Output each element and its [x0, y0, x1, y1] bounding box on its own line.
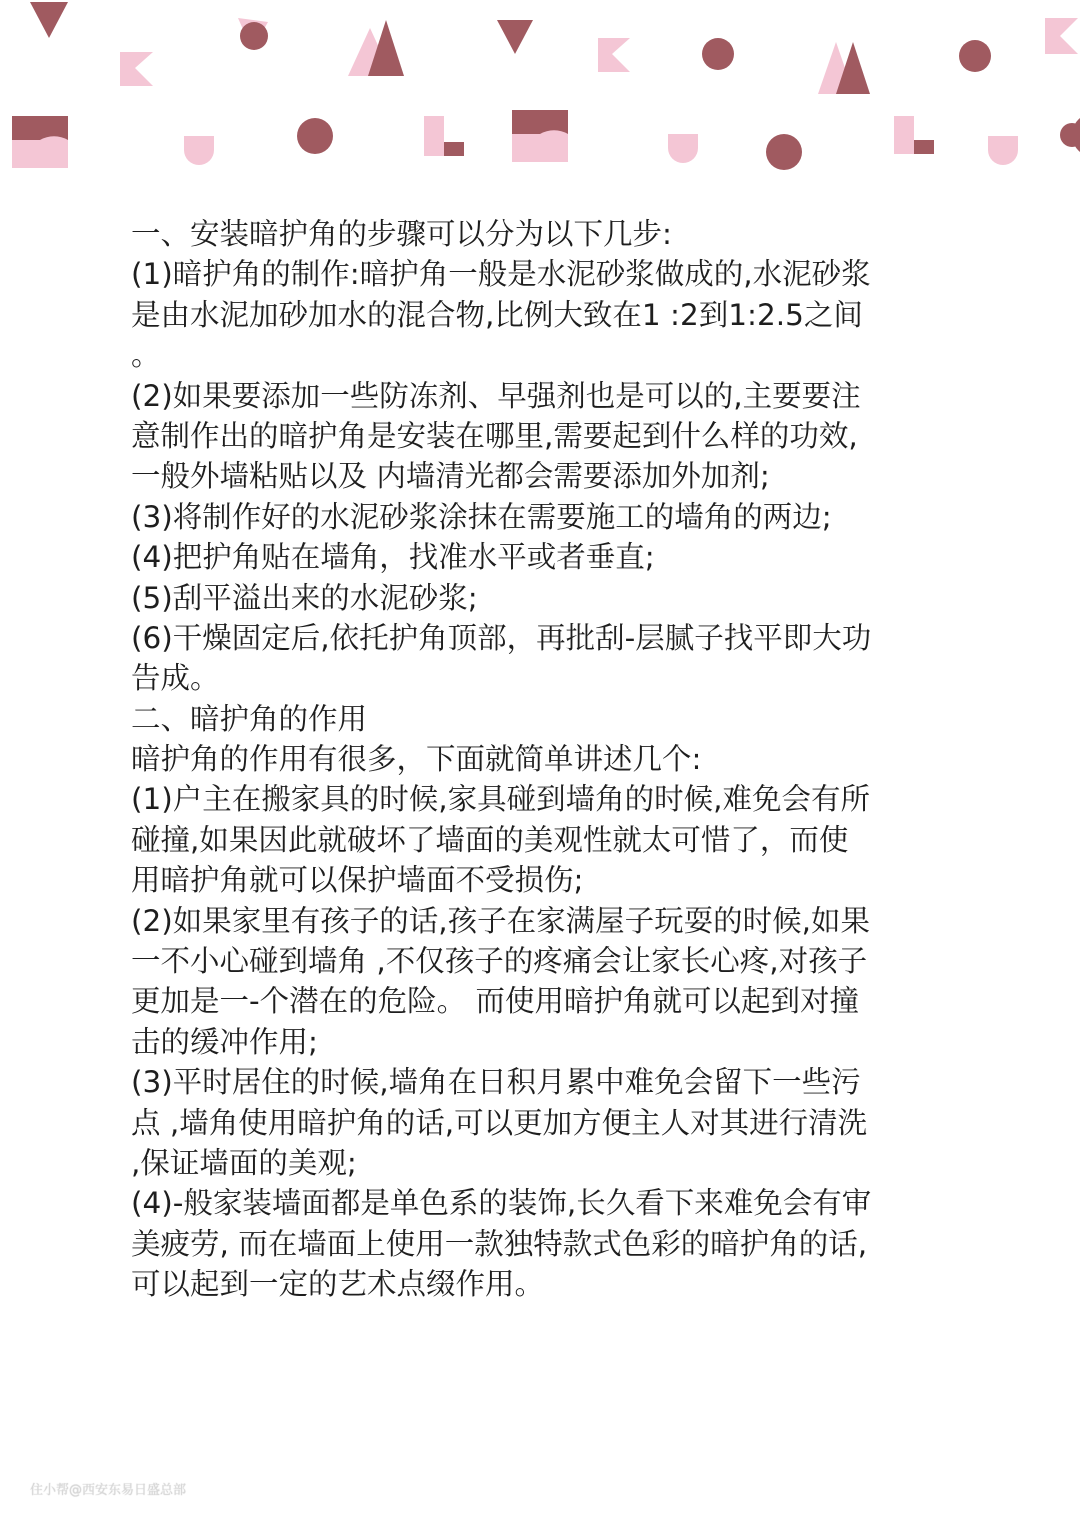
article-line: 一般外墙粘贴以及 内墙清光都会需要添加外加剂; — [131, 459, 770, 494]
article-line: 击的缓冲作用; — [131, 1024, 318, 1059]
article-line: (3)平时居住的时候,墙角在日积月累中难免会留下一些污 — [131, 1065, 861, 1100]
article-line: (1)暗护角的制作:暗护角一般是水泥砂浆做成的,水泥砂浆 — [131, 257, 871, 292]
article-line: (5)刮平溢出来的水泥砂浆; — [131, 580, 478, 615]
article-line: 可以起到一定的艺术点缀作用。 — [131, 1267, 545, 1302]
article-line: 一、安装暗护角的步骤可以分为以下几步: — [131, 217, 672, 251]
article-line: (4)-般家装墙面都是单色系的装饰,长久看下来难免会有审 — [131, 1186, 872, 1221]
article-line: 用暗护角就可以保护墙面不受损伤; — [131, 863, 584, 898]
watermark-text: 住小帮@西安东易日盛总部 — [30, 1483, 187, 1498]
article-line: 告成。 — [131, 661, 220, 696]
article-line: (4)把护角贴在墙角，找准水平或者垂直; — [131, 540, 655, 575]
article-line: (2)如果家里有孩子的话,孩子在家满屋子玩耍的时候,如果 — [131, 903, 871, 938]
article-body — [131, 214, 981, 1305]
article-line: 更加是一-个潜在的危险。 而使用暗护角就可以起到对撞 — [131, 984, 860, 1019]
article-line: (2)如果要添加一些防冻剂、早强剂也是可以的,主要要注 — [131, 378, 861, 413]
article-line: 点 ,墙角使用暗护角的话,可以更加方便主人对其进行清洗 — [131, 1105, 868, 1140]
article-line: ,保证墙面的美观; — [131, 1145, 357, 1180]
article-line: 暗护角的作用有很多，下面就简单讲述几个: — [131, 742, 702, 777]
article-line: (1)户主在搬家具的时候,家具碰到墙角的时候,难免会有所 — [131, 782, 871, 817]
article-line: 意制作出的暗护角是安装在哪里,需要起到什么样的功效, — [131, 418, 858, 453]
article-line: (6)干燥固定后,依托护角顶部，再批刮-层腻子找平即大功 — [131, 620, 872, 655]
article-line: 碰撞,如果因此就破坏了墙面的美观性就太可惜了，而使 — [131, 822, 849, 857]
decorative-shapes-banner — [0, 0, 1080, 190]
article-line: 二、暗护角的作用 — [131, 701, 368, 736]
article-line: 。 — [131, 338, 161, 373]
article-line: 一不小心碰到墙角 ,不仅孩子的疼痛会让家长心疼,对孩子 — [131, 944, 868, 979]
article-line: 美疲劳, 而在墙面上使用一款独特款式色彩的暗护角的话, — [131, 1226, 868, 1261]
article-line: (3)将制作好的水泥砂浆涂抹在需要施工的墙角的两边; — [131, 499, 832, 534]
article-line: 是由水泥加砂加水的混合物,比例大致在1 :2到1:2.5之间 — [131, 297, 863, 332]
